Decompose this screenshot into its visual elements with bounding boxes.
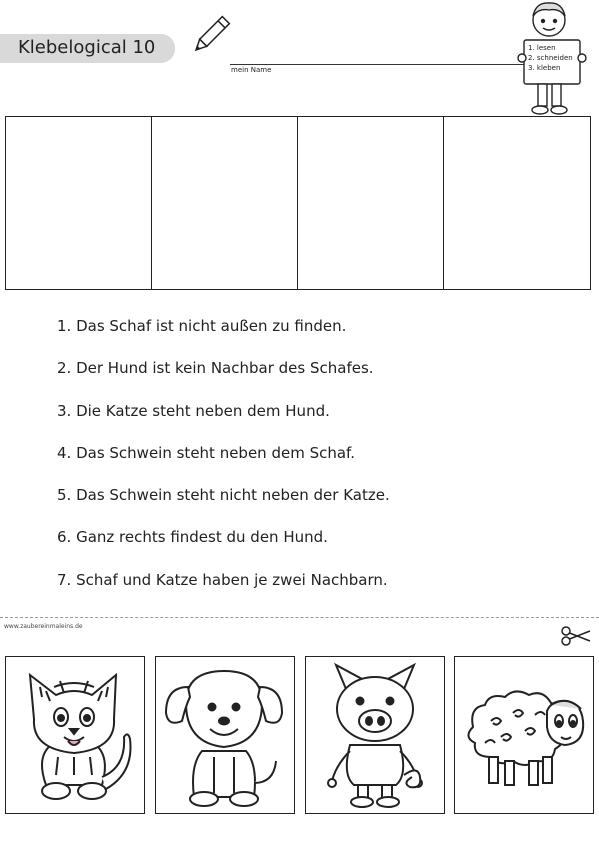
dog-icon xyxy=(156,657,294,813)
answer-slot-4[interactable] xyxy=(444,117,590,289)
cat-icon xyxy=(6,657,144,813)
answer-slot-1[interactable] xyxy=(6,117,152,289)
pig-icon xyxy=(306,657,444,813)
answer-slot-3[interactable] xyxy=(298,117,444,289)
cut-card-cat[interactable] xyxy=(5,656,145,814)
clue-item: 6. Ganz rechts findest du den Hund. xyxy=(57,528,328,547)
step-cut: 2. schneiden xyxy=(528,54,573,62)
steps-sign xyxy=(528,43,582,81)
page-title: Klebelogical 10 xyxy=(18,37,156,58)
cut-card-dog[interactable] xyxy=(155,656,295,814)
website-credit: www.zaubereinmaleins.de xyxy=(4,623,83,630)
answer-grid xyxy=(5,116,591,290)
clue-item: 4. Das Schwein steht neben dem Schaf. xyxy=(57,443,356,462)
name-line[interactable] xyxy=(230,64,530,65)
sheep-icon xyxy=(455,657,593,813)
pencil-icon xyxy=(190,12,232,58)
cut-line xyxy=(0,617,599,618)
clue-item: 2. Der Hund ist kein Nachbar des Schafes. xyxy=(57,359,374,378)
clue-item: 5. Das Schwein steht nicht neben der Katze. xyxy=(57,486,390,505)
clue-item: 7. Schaf und Katze haben je zwei Nachbarn. xyxy=(57,570,388,589)
clue-item: 3. Die Katze steht neben dem Hund. xyxy=(57,401,330,420)
step-glue: 3. kleben xyxy=(528,64,561,72)
cut-card-pig[interactable] xyxy=(305,656,445,814)
cut-card-sheep[interactable] xyxy=(454,656,594,814)
scissors-icon xyxy=(560,624,592,648)
clue-item: 1. Das Schaf ist nicht außen zu finden. xyxy=(57,317,347,335)
name-label: mein Name xyxy=(231,66,272,74)
answer-slot-2[interactable] xyxy=(152,117,298,289)
step-read: 1. lesen xyxy=(528,44,556,52)
clue-list xyxy=(57,316,390,612)
